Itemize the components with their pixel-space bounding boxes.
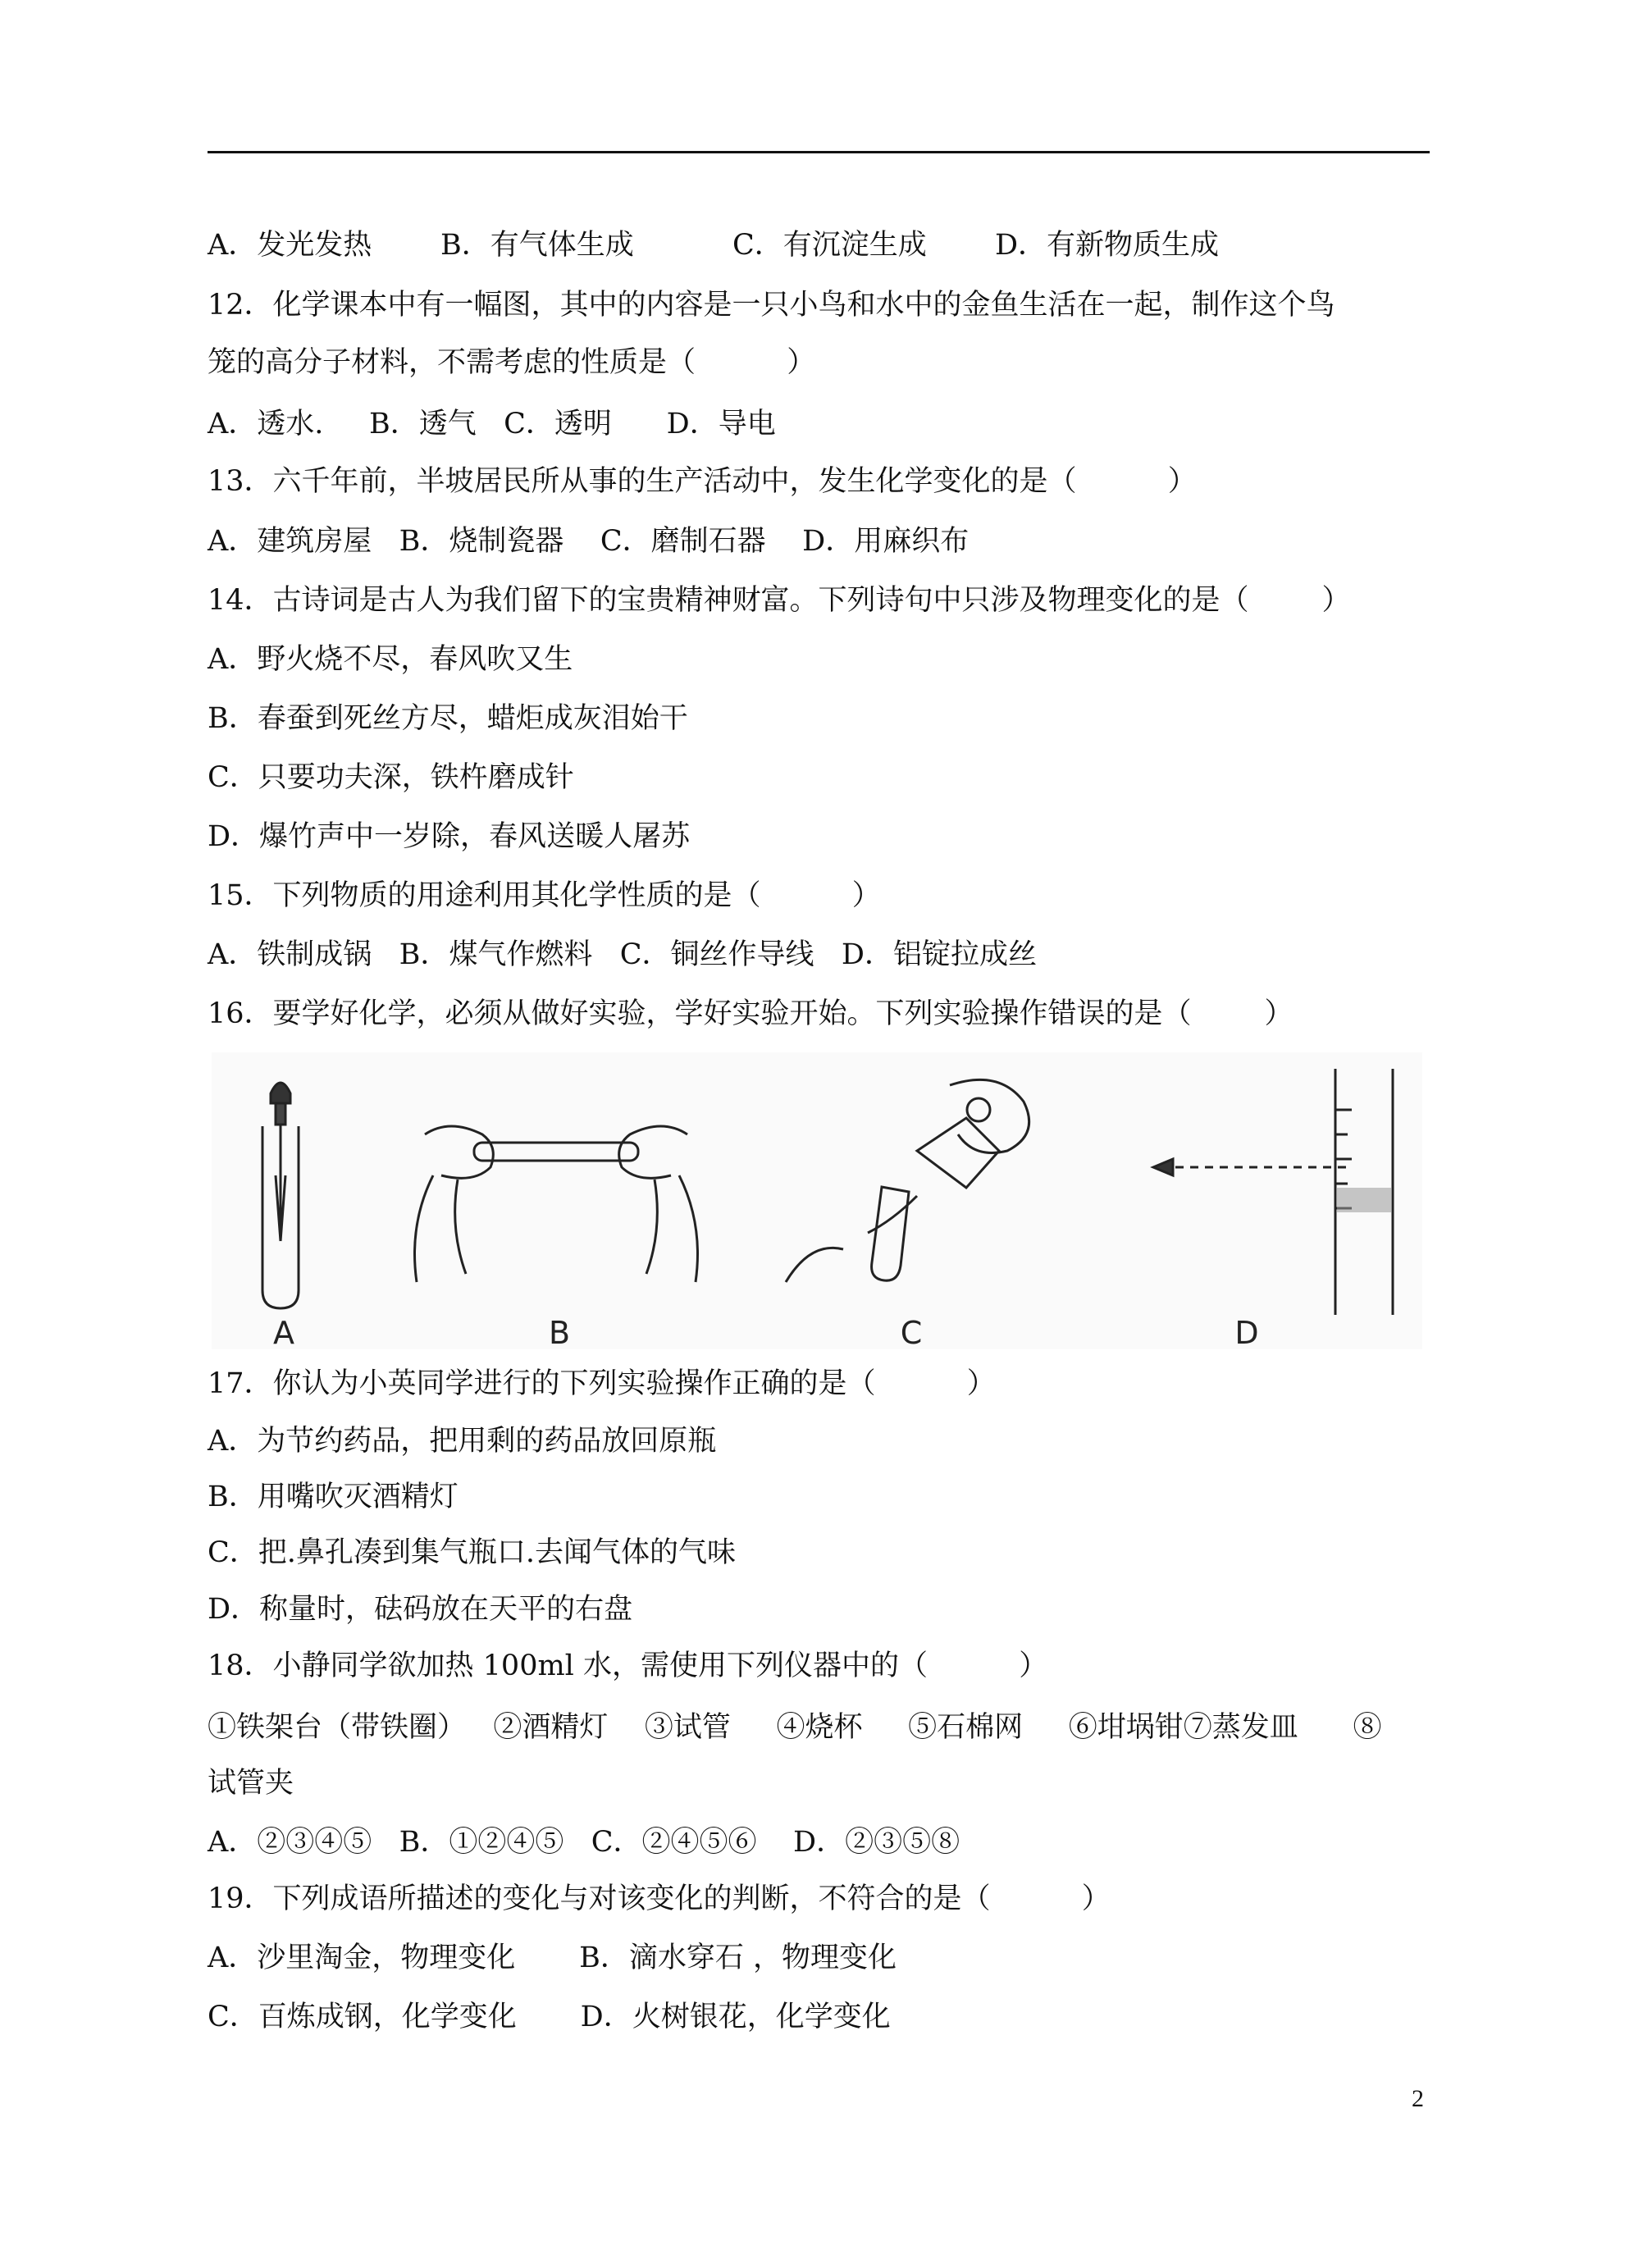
q11-option-d: D．有新物质生成 <box>995 229 1220 262</box>
q19-options-line2: C．百炼成钢，化学变化 D．火树银花，化学变化 <box>208 2001 891 2033</box>
q12-stem-line2: 笼的高分子材料，不需考虑的性质是（ ） <box>208 346 816 379</box>
q12-stem-line1: 12．化学课本中有一幅图，其中的内容是一只小鸟和水中的金鱼生活在一起，制作这个鸟 <box>208 289 1335 322</box>
q14-stem: 14．古诗词是古人为我们留下的宝贵精神财富。下列诗句中只涉及物理变化的是（ ） <box>208 584 1351 617</box>
q17-stem: 17．你认为小英同学进行的下列实验操作正确的是（ ） <box>208 1367 996 1400</box>
q14-option-b: B．春蚕到死丝方尽，蜡炬成灰泪始干 <box>208 702 688 735</box>
q15-options: A．铁制成锅 B．煤气作燃料 C．铜丝作导线 D．铝锭拉成丝 <box>208 938 1037 971</box>
q17-option-b: B．用嘴吹灭酒精灯 <box>208 1481 459 1513</box>
q15-stem: 15．下列物质的用途利用其化学性质的是（ ） <box>208 879 881 912</box>
q18-stem: 18．小静同学欲加热 100ml 水，需使用下列仪器中的（ ） <box>208 1650 1048 1682</box>
page-number: 2 <box>1412 2085 1424 2112</box>
q18-items-line1: ①铁架台（带铁圈） ②酒精灯 ③试管 ④烧杯 ⑤石棉网 ⑥坩埚钳⑦蒸发皿 ⑧ <box>208 1711 1382 1744</box>
q17-option-c: C．把.鼻孔凑到集气瓶口.去闻气体的气味 <box>208 1536 737 1569</box>
q13-stem: 13．六千年前，半坡居民所从事的生产活动中，发生化学变化的是（ ） <box>208 465 1197 498</box>
q14-option-c: C．只要功夫深，铁杵磨成针 <box>208 761 574 794</box>
q18-items-line2: 试管夹 <box>208 1767 294 1800</box>
q16-stem: 16．要学好化学，必须从做好实验，学好实验开始。下列实验操作错误的是（ ） <box>208 997 1294 1030</box>
q17-option-a: A．为节约药品，把用剩的药品放回原瓶 <box>208 1425 717 1458</box>
q19-options-line1: A．沙里淘金，物理变化 B．滴水穿石 ，物理变化 <box>208 1942 897 1974</box>
q11-option-a: A．发光发热 <box>208 229 372 262</box>
figure-label-a: A <box>273 1315 294 1349</box>
lab-operations-figure <box>212 1052 1422 1349</box>
q18-options: A．②③④⑤ B．①②④⑤ C．②④⑤⑥ D．②③⑤⑧ <box>208 1826 960 1859</box>
q14-option-a: A．野火烧不尽，春风吹又生 <box>208 643 573 676</box>
q14-option-d: D．爆竹声中一岁除，春风送暖人屠苏 <box>208 820 691 853</box>
q17-option-d: D．称量时，砝码放在天平的右盘 <box>208 1593 633 1626</box>
q12-options: A．透水. B．透气 C．透明 D．导电 <box>208 408 776 440</box>
q11-option-c: C．有沉淀生成 <box>732 229 927 262</box>
q13-options: A．建筑房屋 B．烧制瓷器 C．磨制石器 D．用麻织布 <box>208 525 970 558</box>
figure-label-b: B <box>548 1315 571 1349</box>
q19-stem: 19．下列成语所描述的变化与对该变化的判断，不符合的是（ ） <box>208 1882 1111 1915</box>
q11-option-b: B．有气体生成 <box>440 229 634 262</box>
figure-label-d: D <box>1234 1315 1259 1349</box>
header-rule <box>208 151 1430 153</box>
figure-label-c: C <box>900 1315 923 1349</box>
